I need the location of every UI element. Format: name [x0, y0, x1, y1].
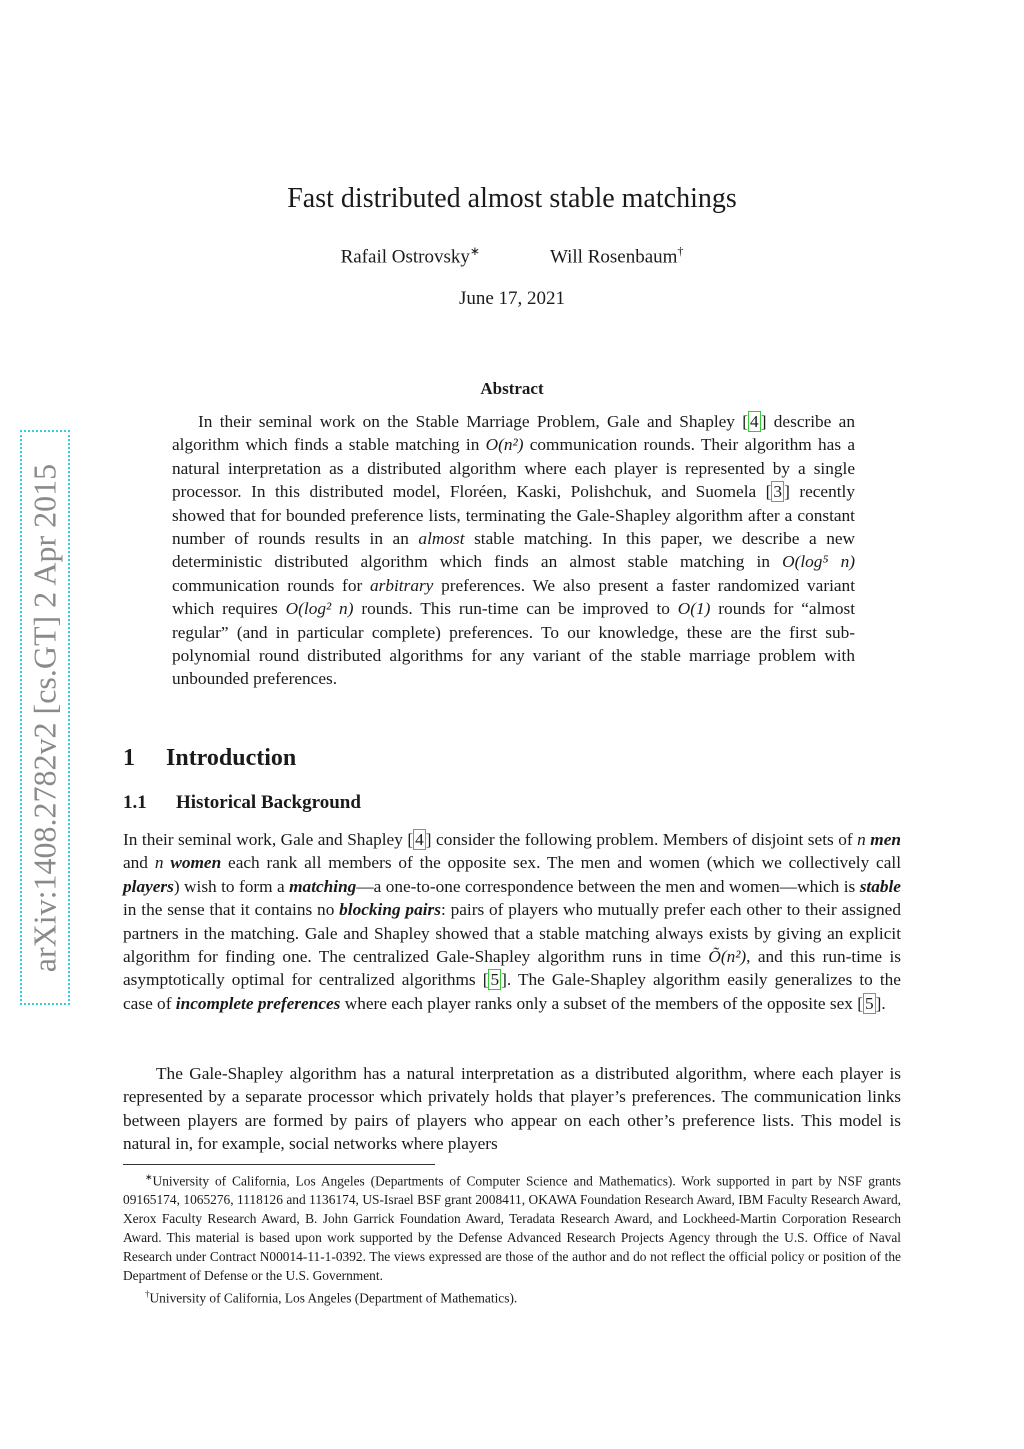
citation-link[interactable]: 5: [490, 970, 500, 990]
key-term: matching: [289, 876, 357, 896]
math-expression: O(log² n): [285, 599, 354, 619]
key-term: men: [870, 830, 901, 849]
math-expression: O(log⁵ n): [782, 552, 855, 572]
footnote-marker[interactable]: ∗: [469, 244, 480, 258]
citation-link[interactable]: 3: [773, 482, 783, 502]
math-expression: Õ(n²): [708, 947, 747, 967]
footnote-marker[interactable]: †: [677, 244, 684, 258]
section-heading: 1 Introduction: [123, 745, 297, 771]
footnotes: [123, 1168, 901, 1308]
author: Will Rosenbaum†: [549, 244, 684, 268]
footnote-divider: [123, 1164, 435, 1165]
abstract-text: In their seminal work on the Stable Marriage Problem, Gale and Shapley [ 4 ] describe an algorithm which finds a stable matching in O(n²) communication rounds. Their algorithm has a natural interpretation as a distributed algorithm where each player is represented by a single processor. In this distributed model, Floréen, Kaski, Polishchuk, and Suomela [ 3 ] recently showed that for bounded preference lists, terminating the Gale-Shapley algorithm after a constant number of rounds results in an almost stable matching. In this paper, we describe a new deterministic distributed algorithm which finds an almost stable matching in O(log⁵ n) communication rounds for arbitrary preferences. We also present a faster randomized variant which requires O(log² n) rounds. This run-time can be improved to O(1) rounds for “almost regular” (and in particular complete) preferences. To our knowledge, these are the first sub-polynomial round distributed algorithms for any variant of the stable marriage problem with unbounded preferences.: [172, 412, 856, 689]
paper-date: June 17, 2021: [458, 288, 566, 309]
body-paragraph: The Gale-Shapley algorithm has a natural interpretation as a distributed algorithm, where each player is represented by a separate processor which privately holds that player’s preferences. The communication links between players are formed by pairs of players who appear on each other’s preference lists. This model is natural in, for example, social networks where players: [123, 1064, 901, 1154]
key-term: incomplete preferences: [175, 993, 341, 1013]
math-expression: O(1): [677, 599, 711, 619]
key-term: stable: [859, 876, 901, 896]
author-list: [0, 244, 1024, 268]
footnote: †University of California, Los Angeles (Department of Mathematics).: [145, 1289, 518, 1306]
citation-link[interactable]: 4: [415, 830, 424, 849]
footnote: ∗University of California, Los Angeles (Departments of Computer Science and Mathematics). Work supported in part by NSF grants 09165174, 1065276, 1118126 and 1136174, US-Israel BSF grant 2008411, OKAWA Foundation Research Award, IBM Faculty Research Award, Xerox Faculty Research Award, B. John Garrick Foundation Award, Teradata Research Award, and Lockheed-Martin Corporation Research Award. This material is based upon work supported by the Defense Advanced Research Projects Agency through the U.S. Office of Naval Research under Contract N00014-11-1-0392. The views expressed are those of the author and do not reflect the official policy or position of the Department of Defense or the U.S. Government.: [123, 1172, 901, 1284]
citation-link[interactable]: 4: [750, 412, 759, 431]
abstract-heading: Abstract: [480, 379, 544, 398]
subsection-heading: 1.1 Historical Background: [123, 792, 361, 813]
math-expression: O(n²): [485, 435, 524, 455]
key-term: women: [170, 853, 222, 873]
arxiv-side-stamp: [20, 430, 70, 1005]
key-term: players: [123, 876, 174, 896]
body-paragraph: In their seminal work, Gale and Shapley [ 4 ] consider the following problem. Members of disjoint sets of n men and n women each rank all members of the opposite sex. The men and women (which we collectively call players) wish to form a matching—a one-to-one correspondence between the men and women—which is stable in the sense that it contains no blocking pairs: pairs of players who mutually prefer each other to their assigned partners in the matching. Gale and Shapley showed that a stable matching always exists by giving an explicit algorithm for finding one. The centralized Gale-Shapley algorithm runs in time Õ(n²), and this run-time is asymptotically optimal for centralized algorithms [ 5 ]. The Gale-Shapley algorithm easily generalizes to the case of incomplete preferences where each player ranks only a subset of the members of the opposite sex [ 5 ].: [123, 830, 901, 1013]
citation-link[interactable]: 5: [865, 993, 874, 1013]
author: Rafail Ostrovsky∗: [340, 244, 480, 268]
arxiv-identifier: arXiv:1408.2782v2 [cs.GT] 2 Apr 2015: [26, 463, 63, 972]
paper-title: Fast distributed almost stable matchings: [287, 183, 737, 214]
key-term: blocking pairs: [339, 900, 441, 920]
